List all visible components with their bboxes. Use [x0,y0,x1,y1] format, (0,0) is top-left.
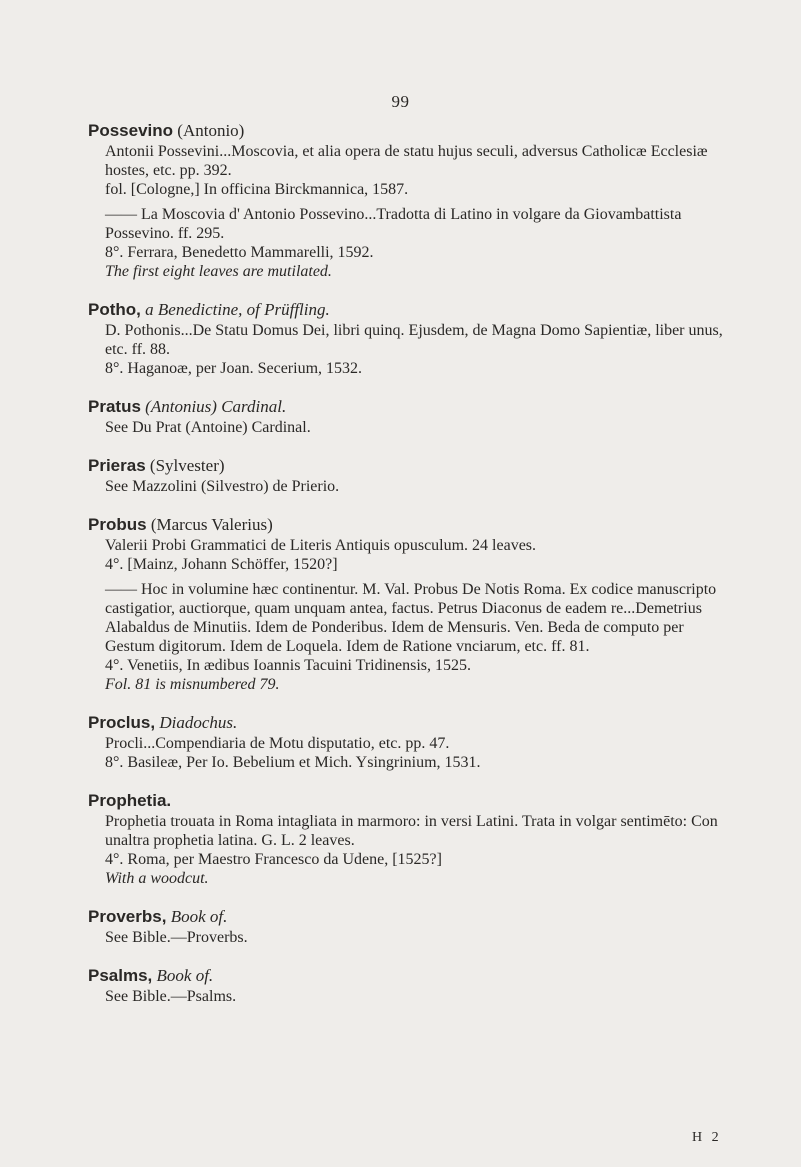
record-imprint: fol. [Cologne,] In officina Birckmannica, 1587. [105,181,409,198]
entry-heading: Prophetia. [88,791,172,810]
record-imprint: 8°. Ferrara, Benedetto Mammarelli, 1592. [105,244,374,261]
entry-heading-note: a Benedictine, of Prüffling. [145,300,330,319]
cross-reference [88,928,724,947]
record-title: —— Hoc in volumine hæc continentur. M. Val. Probus De Notis Roma. Ex codice manuscripto castigatior, auctiorque, quam unquam antea, factus. Petrus Diaconus de eadem re...Demetrius Alabaldus de Minutiis. Idem de Ponderibus. Idem de Mensuris. Ven. Beda de computo per Gestum digitorum. Idem de Loquela. Idem de Ratione vnciarum, etc. ff. 81. [105,581,717,655]
book-record [88,142,724,199]
record-remark: With a woodcut. [105,870,209,887]
cross-reference [88,418,724,437]
entry-heading-note: Book of. [170,907,228,926]
record-title: D. Pothonis...De Statu Domus Dei, libri quinq. Ejusdem, de Magna Domo Sapientiæ, liber unus, etc. ff. 88. [105,322,723,358]
record-imprint: 4°. Venetiis, In ædibus Ioannis Tacuini Tridinensis, 1525. [105,657,472,674]
entry-heading-note: (Sylvester) [149,456,225,475]
see-reference: See Mazzolini (Silvestro) de Prierio. [105,478,340,495]
entry-heading-note: Book of. [156,966,214,985]
entry-heading: Proclus, [88,713,156,732]
catalogue-entry [88,965,724,1006]
book-record [88,734,724,772]
catalogue-entries [88,120,724,1024]
record-title: Prophetia trouata in Roma intagliata in marmoro: in versi Latini. Trata in volgar sentimēto: Con unaltra prophetia latina. G. L. 2 leaves. [105,813,718,849]
catalogue-entry [88,712,724,772]
book-record [88,205,724,281]
entry-heading-note: (Antonius) Cardinal. [145,397,287,416]
entry-heading: Prieras [88,456,146,475]
book-record [88,321,724,378]
see-reference: See Bible.—Proverbs. [105,929,248,946]
book-record [88,536,724,574]
record-imprint: 8°. Haganoæ, per Joan. Secerium, 1532. [105,360,363,377]
catalogue-entry [88,906,724,947]
entry-heading: Psalms, [88,966,153,985]
entry-heading-note: Diadochus. [159,713,238,732]
entry-heading: Potho, [88,300,141,319]
signature-mark: H 2 [692,1130,722,1145]
record-remark: Fol. 81 is misnumbered 79. [105,676,280,693]
entry-heading: Pratus [88,397,141,416]
entry-heading-note: (Marcus Valerius) [150,515,273,534]
cross-reference [88,987,724,1006]
record-remark: The first eight leaves are mutilated. [105,263,332,280]
catalogue-entry [88,790,724,888]
record-title: Valerii Probi Grammatici de Literis Antiquis opusculum. 24 leaves. [105,537,537,554]
entry-heading: Proverbs, [88,907,167,926]
entry-heading: Probus [88,515,147,534]
page-number: 99 [391,92,410,111]
see-reference: See Bible.—Psalms. [105,988,237,1005]
catalogue-entry [88,455,724,496]
see-reference: See Du Prat (Antoine) Cardinal. [105,419,311,436]
record-imprint: 8°. Basileæ, Per Io. Bebelium et Mich. Ysingrinium, 1531. [105,754,481,771]
catalogue-entry [88,120,724,281]
record-title: Procli...Compendiaria de Motu disputatio, etc. pp. 47. [105,735,450,752]
entry-heading-note: (Antonio) [177,121,245,140]
record-imprint: 4°. Roma, per Maestro Francesco da Udene, [1525?] [105,851,442,868]
entry-heading: Possevino [88,121,174,140]
record-title: —— La Moscovia d' Antonio Possevino...Tradotta di Latino in volgare da Giovambattista Possevino. ff. 295. [105,206,682,242]
catalogue-entry [88,396,724,437]
catalogue-entry [88,299,724,378]
record-title: Antonii Possevini...Moscovia, et alia opera de statu hujus seculi, adversus Catholicæ Ecclesiæ hostes, etc. pp. 392. [105,143,708,179]
book-record [88,580,724,694]
record-imprint: 4°. [Mainz, Johann Schöffer, 1520?] [105,556,338,573]
cross-reference [88,477,724,496]
book-record [88,812,724,888]
catalogue-entry [88,514,724,694]
